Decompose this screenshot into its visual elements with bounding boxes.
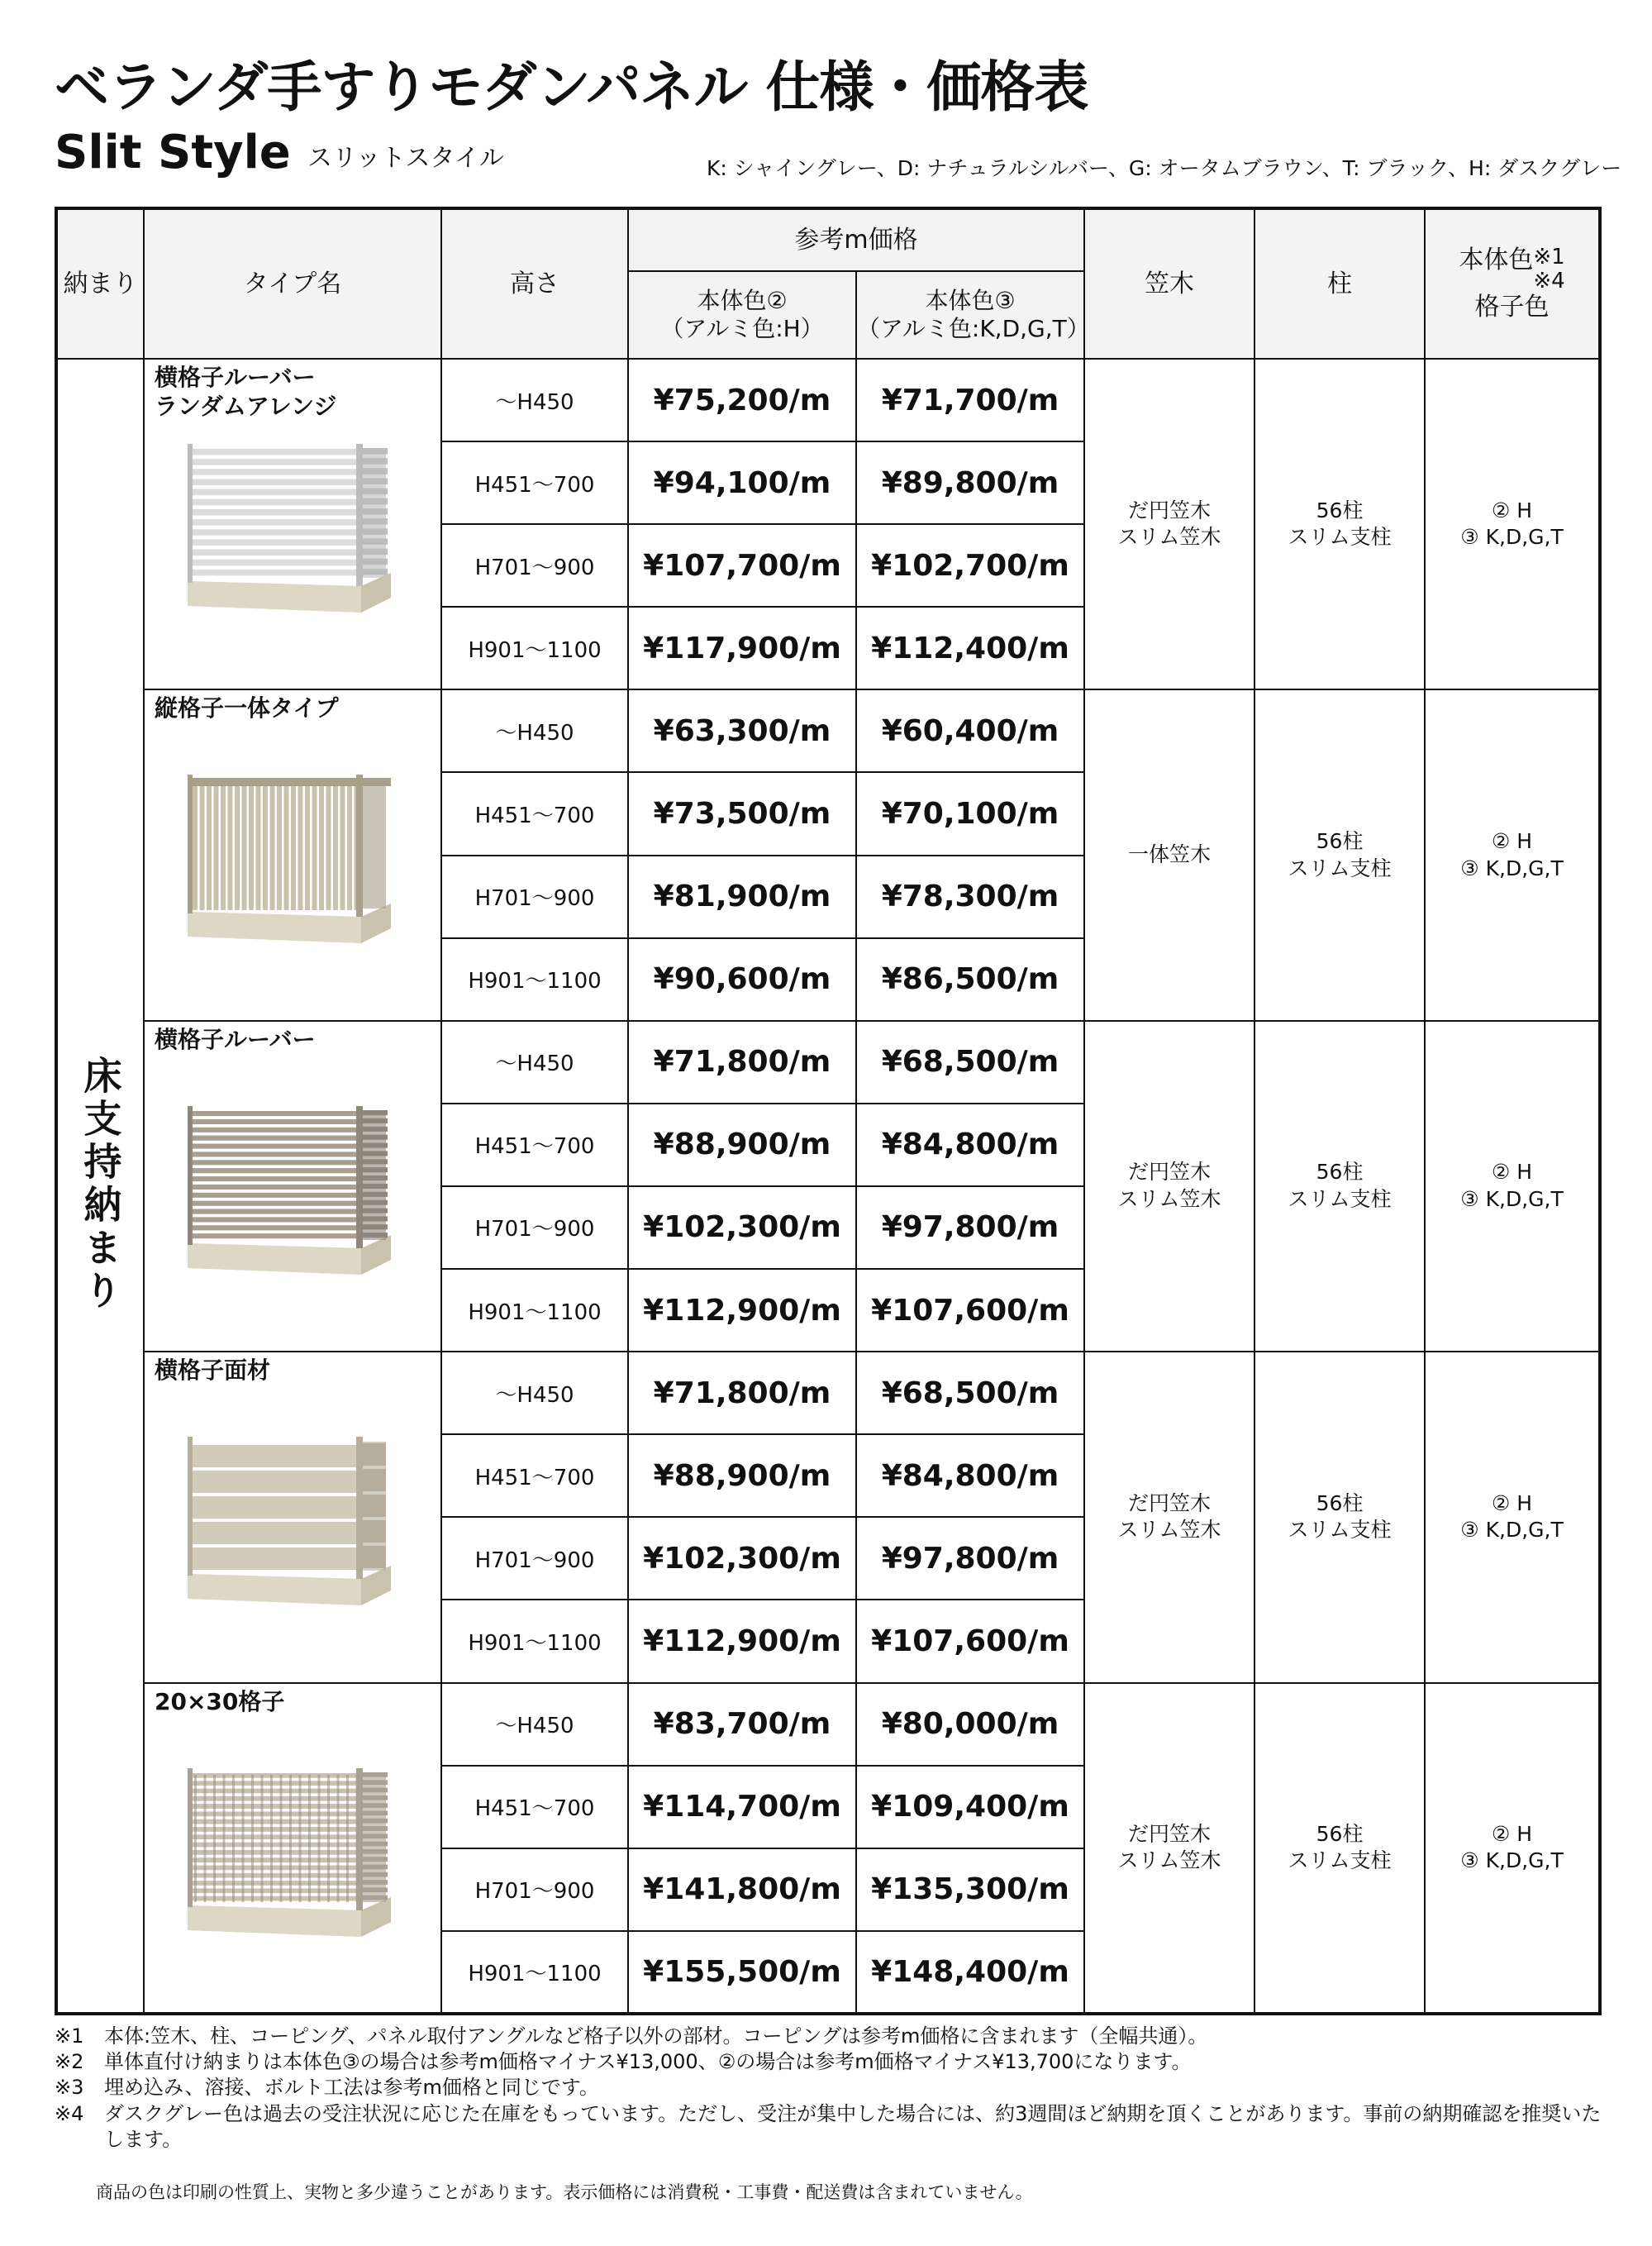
height-cell: H901～1100 <box>441 938 628 1021</box>
lattice-20x30-icon <box>188 1757 391 1948</box>
note-2: ※2 単体直付け納まりは本体色③の場合は参考m価格マイナス¥13,000、②の場合は参考m価格マイナス¥13,700になります。 <box>55 2050 1192 2074</box>
color-legend: K: シャイングレー、D: ナチュラルシルバー、G: オータムブラウン、T: ブラック、H: ダスクグレー <box>707 156 1622 180</box>
post-cell: 56柱 スリム支柱 <box>1254 1683 1425 2015</box>
height-cell: ～H450 <box>441 1683 628 1766</box>
type-name: 横格子ルーバー <box>155 1025 316 1053</box>
height-cell: H701～900 <box>441 524 628 607</box>
color-cell: ② H ③ K,D,G,T <box>1425 1352 1600 1682</box>
page-title: ベランダ手すりモダンパネル 仕様・価格表 <box>55 55 1088 119</box>
horizontal-louver-random-icon <box>188 432 391 624</box>
height-cell: H451～700 <box>441 1434 628 1517</box>
price-color3-cell: ¥89,800/m <box>856 441 1084 524</box>
note-1: ※1 本体:笠木、柱、コーピング、パネル取付アングルなど格子以外の部材。コーピングは参考m価格に含まれます（全幅共通）。 <box>55 2024 1208 2048</box>
type-cell <box>144 1683 441 2015</box>
price-color2-cell: ¥75,200/m <box>628 359 856 441</box>
header-ref-price: 参考m価格 <box>628 208 1084 271</box>
type-name: 20×30格子 <box>155 1687 285 1715</box>
type-cell <box>144 1352 441 1682</box>
header-kasagi: 笠木 <box>1084 208 1254 359</box>
color-cell: ② H ③ K,D,G,T <box>1425 1683 1600 2015</box>
note-4: ※4 ダスクグレー色は過去の受注状況に応じた在庫をもっています。ただし、受注が集中した場合には、約3週間ほど納期を頂くことがあります。事前の納期確認を推奨いたします。 <box>55 2101 1602 2151</box>
price-color3-cell: ¥102,700/m <box>856 524 1084 607</box>
price-color3-cell: ¥148,400/m <box>856 1931 1084 2014</box>
height-cell: H451～700 <box>441 772 628 855</box>
price-color3-cell: ¥135,300/m <box>856 1848 1084 1931</box>
price-color2-cell: ¥81,900/m <box>628 856 856 938</box>
table-row <box>56 1683 1600 1766</box>
price-color3-cell: ¥70,100/m <box>856 772 1084 855</box>
price-color3-cell: ¥71,700/m <box>856 359 1084 441</box>
price-color2-cell: ¥112,900/m <box>628 1600 856 1682</box>
header-color2: 本体色② （アルミ色:H） <box>628 271 856 359</box>
post-cell: 56柱 スリム支柱 <box>1254 689 1425 1020</box>
table-row <box>56 689 1600 772</box>
price-color3-cell: ¥84,800/m <box>856 1434 1084 1517</box>
post-cell: 56柱 スリム支柱 <box>1254 1352 1425 1682</box>
price-color2-cell: ¥112,900/m <box>628 1269 856 1352</box>
price-color2-cell: ¥90,600/m <box>628 938 856 1021</box>
price-color2-cell: ¥114,700/m <box>628 1766 856 1848</box>
post-cell: 56柱 スリム支柱 <box>1254 1021 1425 1352</box>
kasagi-cell: だ円笠木 スリム笠木 <box>1084 359 1254 689</box>
kasagi-cell: 一体笠木 <box>1084 689 1254 1020</box>
price-color3-cell: ¥68,500/m <box>856 1352 1084 1434</box>
price-color2-cell: ¥141,800/m <box>628 1848 856 1931</box>
horizontal-louver-icon <box>188 1094 391 1286</box>
height-cell: H701～900 <box>441 1848 628 1931</box>
height-cell: H451～700 <box>441 441 628 524</box>
price-color2-cell: ¥88,900/m <box>628 1434 856 1517</box>
horizontal-panel-icon <box>188 1425 391 1617</box>
type-cell <box>144 359 441 689</box>
price-color3-cell: ¥109,400/m <box>856 1766 1084 1848</box>
color-cell: ② H ③ K,D,G,T <box>1425 1021 1600 1352</box>
price-color3-cell: ¥97,800/m <box>856 1186 1084 1269</box>
height-cell: H701～900 <box>441 1186 628 1269</box>
type-name: 縦格子一体タイプ <box>155 694 339 722</box>
height-cell: H701～900 <box>441 856 628 938</box>
price-color2-cell: ¥102,300/m <box>628 1186 856 1269</box>
style-name: Slit Style <box>55 126 291 179</box>
price-color3-cell: ¥112,400/m <box>856 607 1084 689</box>
height-cell: H451～700 <box>441 1766 628 1848</box>
price-color3-cell: ¥97,800/m <box>856 1517 1084 1600</box>
price-color2-cell: ¥71,800/m <box>628 1352 856 1434</box>
kasagi-cell: だ円笠木 スリム笠木 <box>1084 1352 1254 1682</box>
header-type: タイプ名 <box>144 208 441 359</box>
note-3: ※3 埋め込み、溶接、ボルト工法は参考m価格と同じです。 <box>55 2076 599 2100</box>
price-color3-cell: ¥80,000/m <box>856 1683 1084 1766</box>
type-cell <box>144 1021 441 1352</box>
color-cell: ② H ③ K,D,G,T <box>1425 689 1600 1020</box>
spec-price-table <box>55 207 1602 2015</box>
price-color2-cell: ¥83,700/m <box>628 1683 856 1766</box>
price-color2-cell: ¥107,700/m <box>628 524 856 607</box>
height-cell: H901～1100 <box>441 1269 628 1352</box>
vertical-lattice-icon <box>188 763 391 955</box>
height-cell: ～H450 <box>441 359 628 441</box>
price-color3-cell: ¥107,600/m <box>856 1600 1084 1682</box>
color-cell: ② H ③ K,D,G,T <box>1425 359 1600 689</box>
notes <box>55 2024 1608 2153</box>
header-post: 柱 <box>1254 208 1425 359</box>
table-row <box>56 1352 1600 1434</box>
height-cell: H901～1100 <box>441 1600 628 1682</box>
price-color2-cell: ¥73,500/m <box>628 772 856 855</box>
height-cell: H901～1100 <box>441 607 628 689</box>
price-color2-cell: ¥94,100/m <box>628 441 856 524</box>
type-cell <box>144 689 441 1020</box>
header-category: 納まり <box>56 208 144 359</box>
table-row <box>56 1021 1600 1104</box>
price-color2-cell: ¥155,500/m <box>628 1931 856 2014</box>
height-cell: ～H450 <box>441 1021 628 1104</box>
height-cell: ～H450 <box>441 1352 628 1434</box>
price-color3-cell: ¥107,600/m <box>856 1269 1084 1352</box>
table-row <box>56 359 1600 441</box>
style-name-ja: スリットスタイル <box>307 144 504 173</box>
price-color2-cell: ¥88,900/m <box>628 1104 856 1186</box>
kasagi-cell: だ円笠木 スリム笠木 <box>1084 1021 1254 1352</box>
height-cell: ～H450 <box>441 689 628 772</box>
type-name: 横格子面材 <box>155 1357 271 1385</box>
price-color3-cell: ¥86,500/m <box>856 938 1084 1021</box>
category-cell <box>56 359 144 2014</box>
price-color2-cell: ¥63,300/m <box>628 689 856 772</box>
height-cell: H701～900 <box>441 1517 628 1600</box>
price-color2-cell: ¥71,800/m <box>628 1021 856 1104</box>
price-color3-cell: ¥78,300/m <box>856 856 1084 938</box>
price-color2-cell: ¥102,300/m <box>628 1517 856 1600</box>
price-color3-cell: ¥84,800/m <box>856 1104 1084 1186</box>
header-body-color: 本体色※1 ※4 格子色 <box>1425 208 1600 359</box>
price-color2-cell: ¥117,900/m <box>628 607 856 689</box>
kasagi-cell: だ円笠木 スリム笠木 <box>1084 1683 1254 2015</box>
header-color3: 本体色③ （アルミ色:K,D,G,T） <box>856 271 1084 359</box>
category-label: 床支持納まり <box>78 1055 123 1314</box>
disclaimer: 商品の色は印刷の性質上、実物と多少違うことがあります。表示価格には消費税・工事費・配送費は含まれていません。 <box>96 2182 1033 2202</box>
header-height: 高さ <box>441 208 628 359</box>
type-name: 横格子ルーバー ランダムアレンジ <box>155 364 337 420</box>
price-color3-cell: ¥60,400/m <box>856 689 1084 772</box>
post-cell: 56柱 スリム支柱 <box>1254 359 1425 689</box>
price-color3-cell: ¥68,500/m <box>856 1021 1084 1104</box>
height-cell: H901～1100 <box>441 1931 628 2014</box>
height-cell: H451～700 <box>441 1104 628 1186</box>
